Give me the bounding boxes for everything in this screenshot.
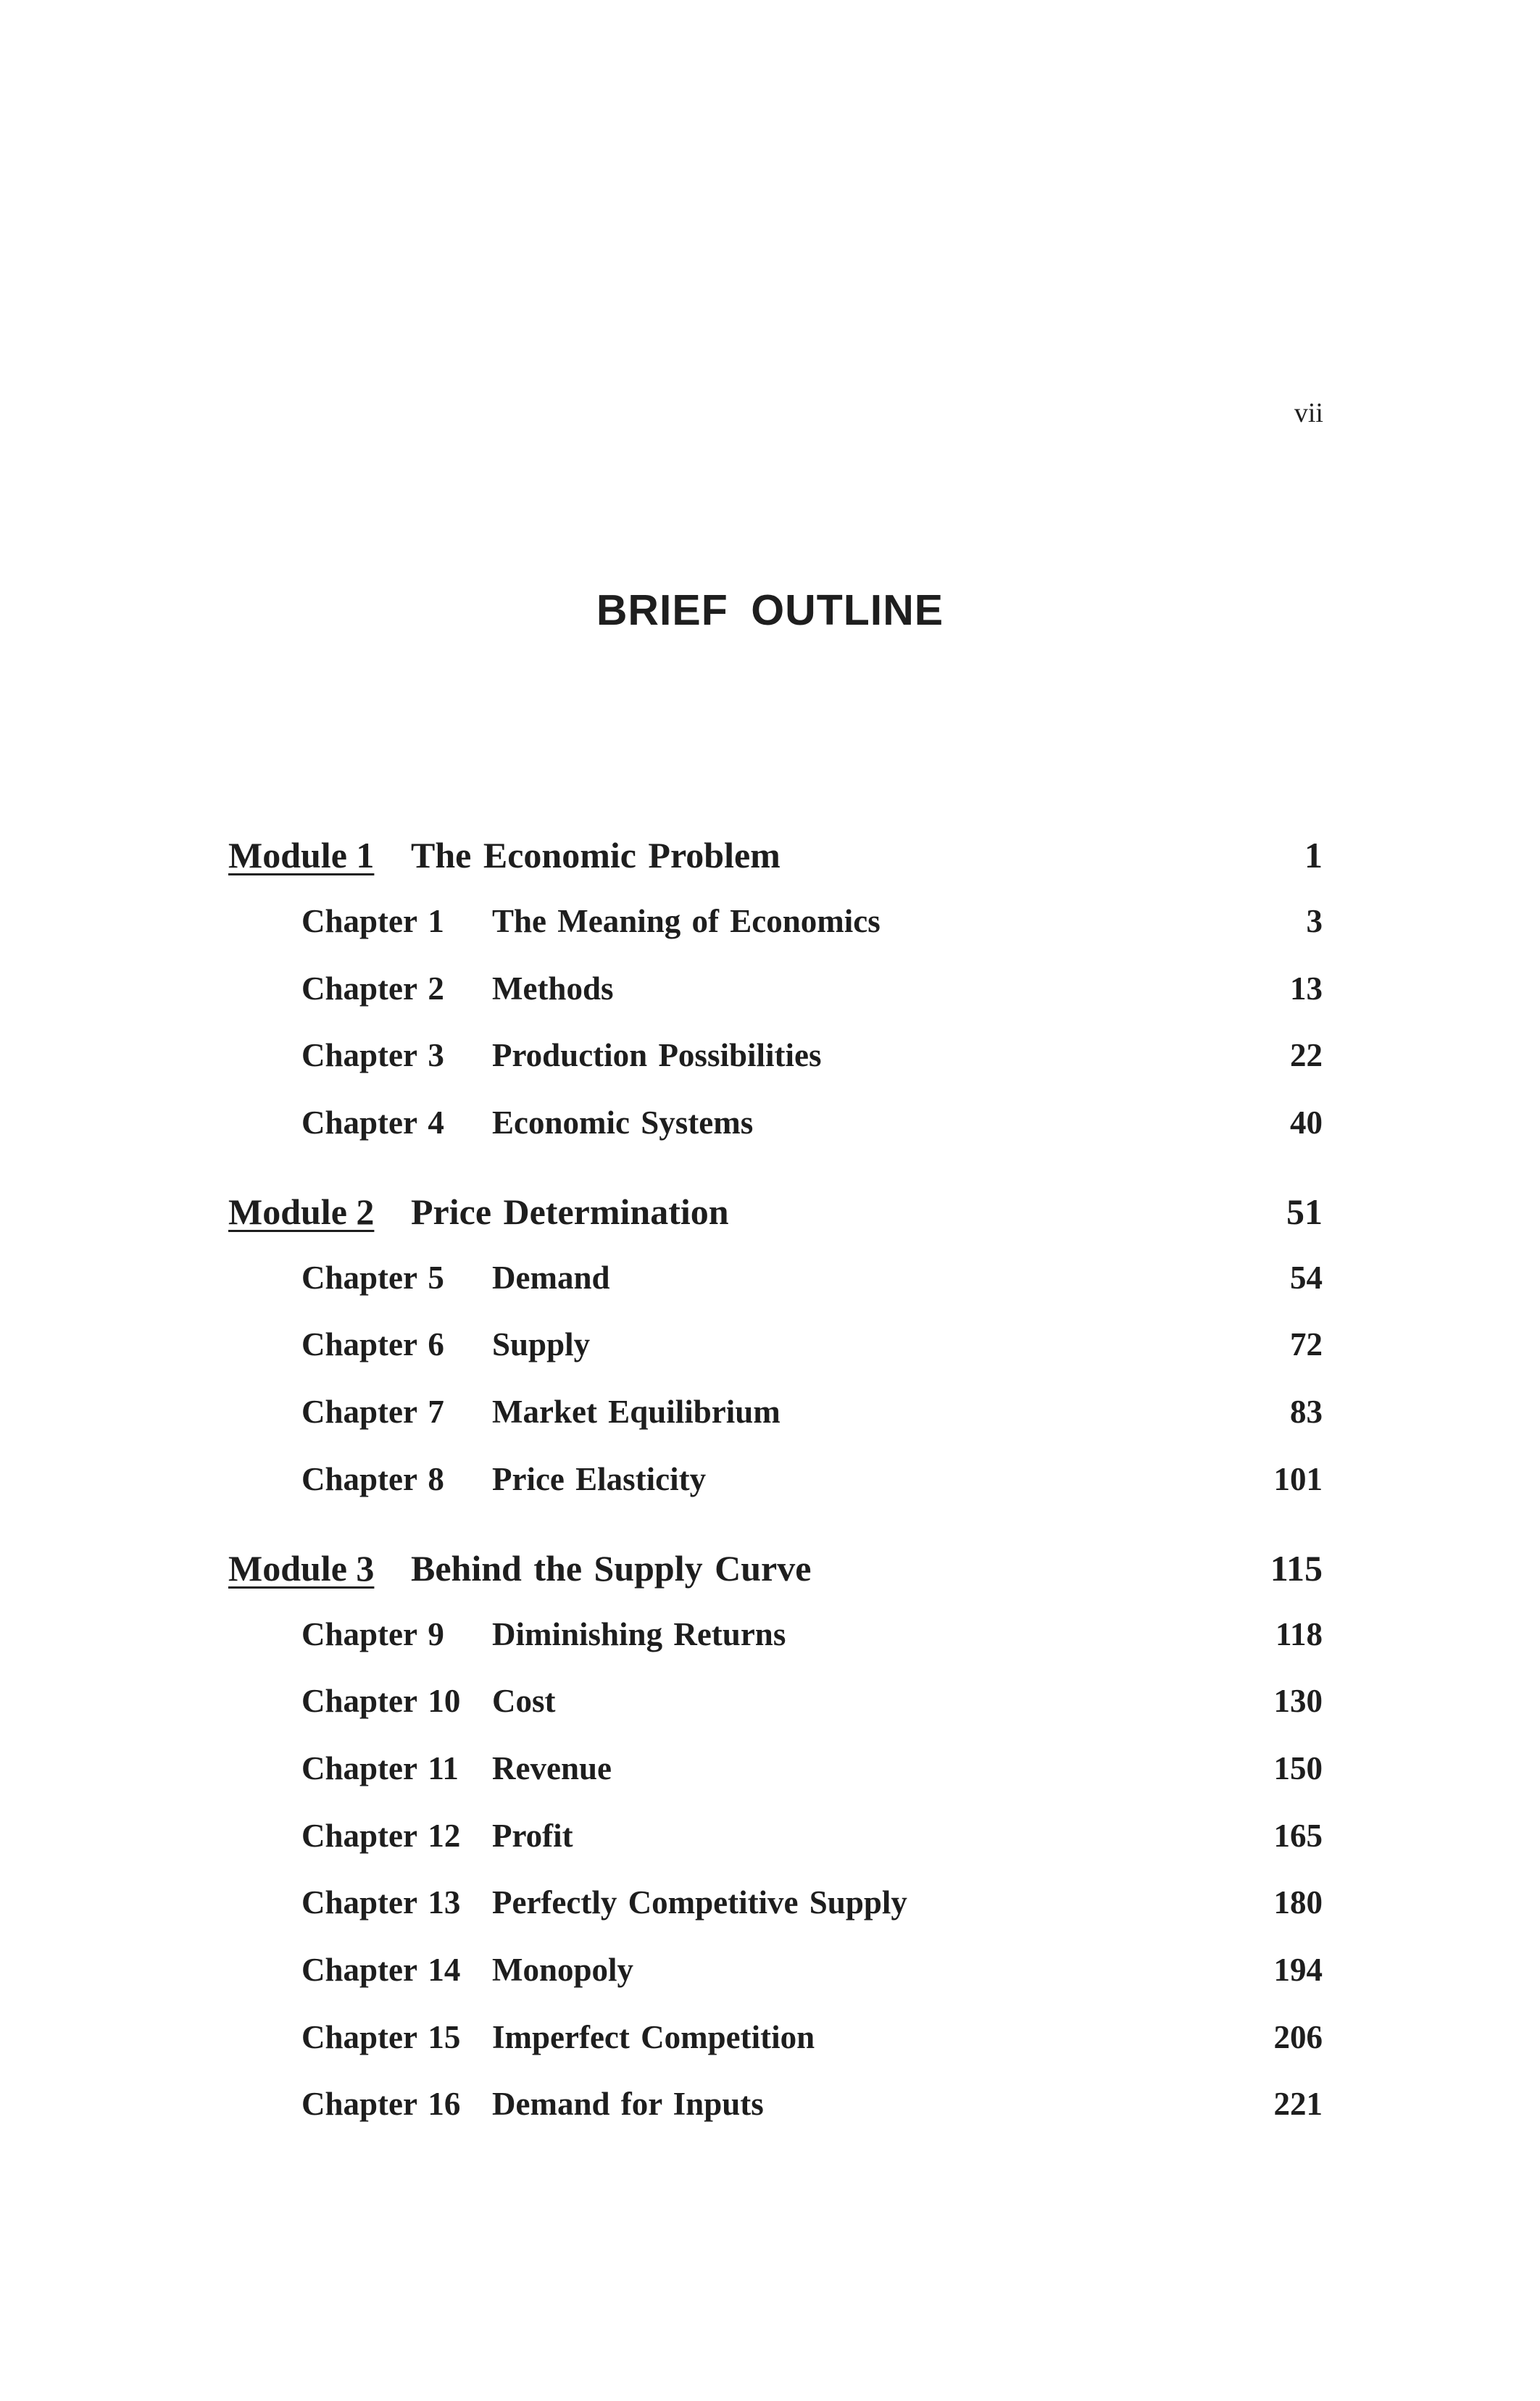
chapter-entry — [228, 1446, 1323, 1513]
chapter-page-number: 54 — [1290, 1259, 1323, 1296]
module-heading — [228, 1536, 1323, 1601]
chapter-title: Diminishing Returns — [492, 1615, 786, 1652]
chapter-page-number: 130 — [1273, 1683, 1323, 1720]
chapter-page-number: 206 — [1273, 2018, 1323, 2055]
chapter-title: Production Possibilities — [492, 1037, 822, 1074]
chapter-title: Economic Systems — [492, 1104, 754, 1141]
chapter-page-number: 13 — [1290, 970, 1323, 1007]
chapter-entry — [228, 1668, 1323, 1735]
chapter-entry — [228, 1601, 1323, 1668]
chapter-label: Chapter 13 — [301, 1884, 461, 1921]
chapter-label: Chapter 16 — [301, 2086, 461, 2123]
chapter-entry — [228, 1378, 1323, 1446]
chapter-entry — [228, 1022, 1323, 1089]
module-heading — [228, 823, 1323, 888]
module-section — [228, 823, 1323, 1157]
module-label: Module 1 — [228, 835, 375, 875]
chapter-page-number: 221 — [1273, 2086, 1323, 2123]
chapter-title: Revenue — [492, 1749, 612, 1786]
chapter-title: Cost — [492, 1683, 556, 1720]
chapter-title: Demand — [492, 1259, 610, 1296]
chapter-label: Chapter 5 — [301, 1259, 444, 1296]
chapter-label: Chapter 9 — [301, 1615, 444, 1652]
chapter-entry — [228, 1802, 1323, 1870]
chapter-label: Chapter 1 — [301, 903, 444, 939]
chapter-label: Chapter 15 — [301, 2018, 461, 2055]
chapter-label: Chapter 2 — [301, 970, 444, 1007]
outline-list — [228, 823, 1323, 2160]
chapter-title: Market Equilibrium — [492, 1394, 781, 1431]
chapter-title: Perfectly Competitive Supply — [492, 1884, 907, 1921]
chapter-entry — [228, 2004, 1323, 2071]
chapter-title: Supply — [492, 1326, 591, 1363]
chapter-label: Chapter 11 — [301, 1749, 459, 1786]
chapter-title: Price Elasticity — [492, 1460, 707, 1497]
module-page-number: 1 — [1304, 835, 1323, 875]
module-label: Module 2 — [228, 1191, 375, 1232]
chapter-page-number: 101 — [1273, 1460, 1323, 1497]
chapter-page-number: 194 — [1273, 1951, 1323, 1988]
chapter-label: Chapter 6 — [301, 1326, 444, 1363]
module-label: Module 3 — [228, 1547, 375, 1589]
chapter-entry — [228, 2071, 1323, 2138]
chapter-page-number: 118 — [1275, 1615, 1323, 1652]
chapter-label: Chapter 8 — [301, 1460, 444, 1497]
chapter-page-number: 72 — [1290, 1326, 1323, 1363]
module-section — [228, 1536, 1323, 2139]
chapter-entry — [228, 1936, 1323, 2004]
chapter-title: Monopoly — [492, 1951, 634, 1988]
module-heading — [228, 1179, 1323, 1244]
chapter-label: Chapter 3 — [301, 1037, 444, 1074]
page-title: BRIEF OUTLINE — [596, 586, 944, 634]
chapter-label: Chapter 4 — [301, 1104, 444, 1141]
chapter-page-number: 22 — [1290, 1037, 1323, 1074]
page-number: vii — [1294, 398, 1323, 428]
chapter-page-number: 150 — [1273, 1749, 1323, 1786]
chapter-title: Profit — [492, 1817, 573, 1854]
chapter-page-number: 3 — [1306, 903, 1323, 939]
chapter-label: Chapter 7 — [301, 1394, 444, 1431]
chapter-entry — [228, 1869, 1323, 1936]
chapter-entry — [228, 955, 1323, 1023]
chapter-page-number: 165 — [1273, 1817, 1323, 1854]
chapter-page-number: 40 — [1290, 1104, 1323, 1141]
chapter-page-number: 83 — [1290, 1394, 1323, 1431]
module-title: The Economic Problem — [411, 835, 781, 875]
module-title: Behind the Supply Curve — [411, 1547, 812, 1589]
module-page-number: 115 — [1270, 1547, 1323, 1589]
chapter-page-number: 180 — [1273, 1884, 1323, 1921]
chapter-label: Chapter 10 — [301, 1683, 461, 1720]
chapter-label: Chapter 14 — [301, 1951, 461, 1988]
module-page-number: 51 — [1286, 1191, 1323, 1232]
module-title: Price Determination — [411, 1191, 729, 1232]
chapter-title: Methods — [492, 970, 614, 1007]
chapter-entry — [228, 1089, 1323, 1157]
chapter-entry — [228, 1311, 1323, 1378]
chapter-entry — [228, 1244, 1323, 1312]
chapter-title: Demand for Inputs — [492, 2086, 764, 2123]
chapter-entry — [228, 888, 1323, 955]
chapter-entry — [228, 1735, 1323, 1802]
chapter-title: Imperfect Competition — [492, 2018, 815, 2055]
chapter-title: The Meaning of Economics — [492, 903, 881, 939]
chapter-label: Chapter 12 — [301, 1817, 461, 1854]
module-section — [228, 1179, 1323, 1513]
